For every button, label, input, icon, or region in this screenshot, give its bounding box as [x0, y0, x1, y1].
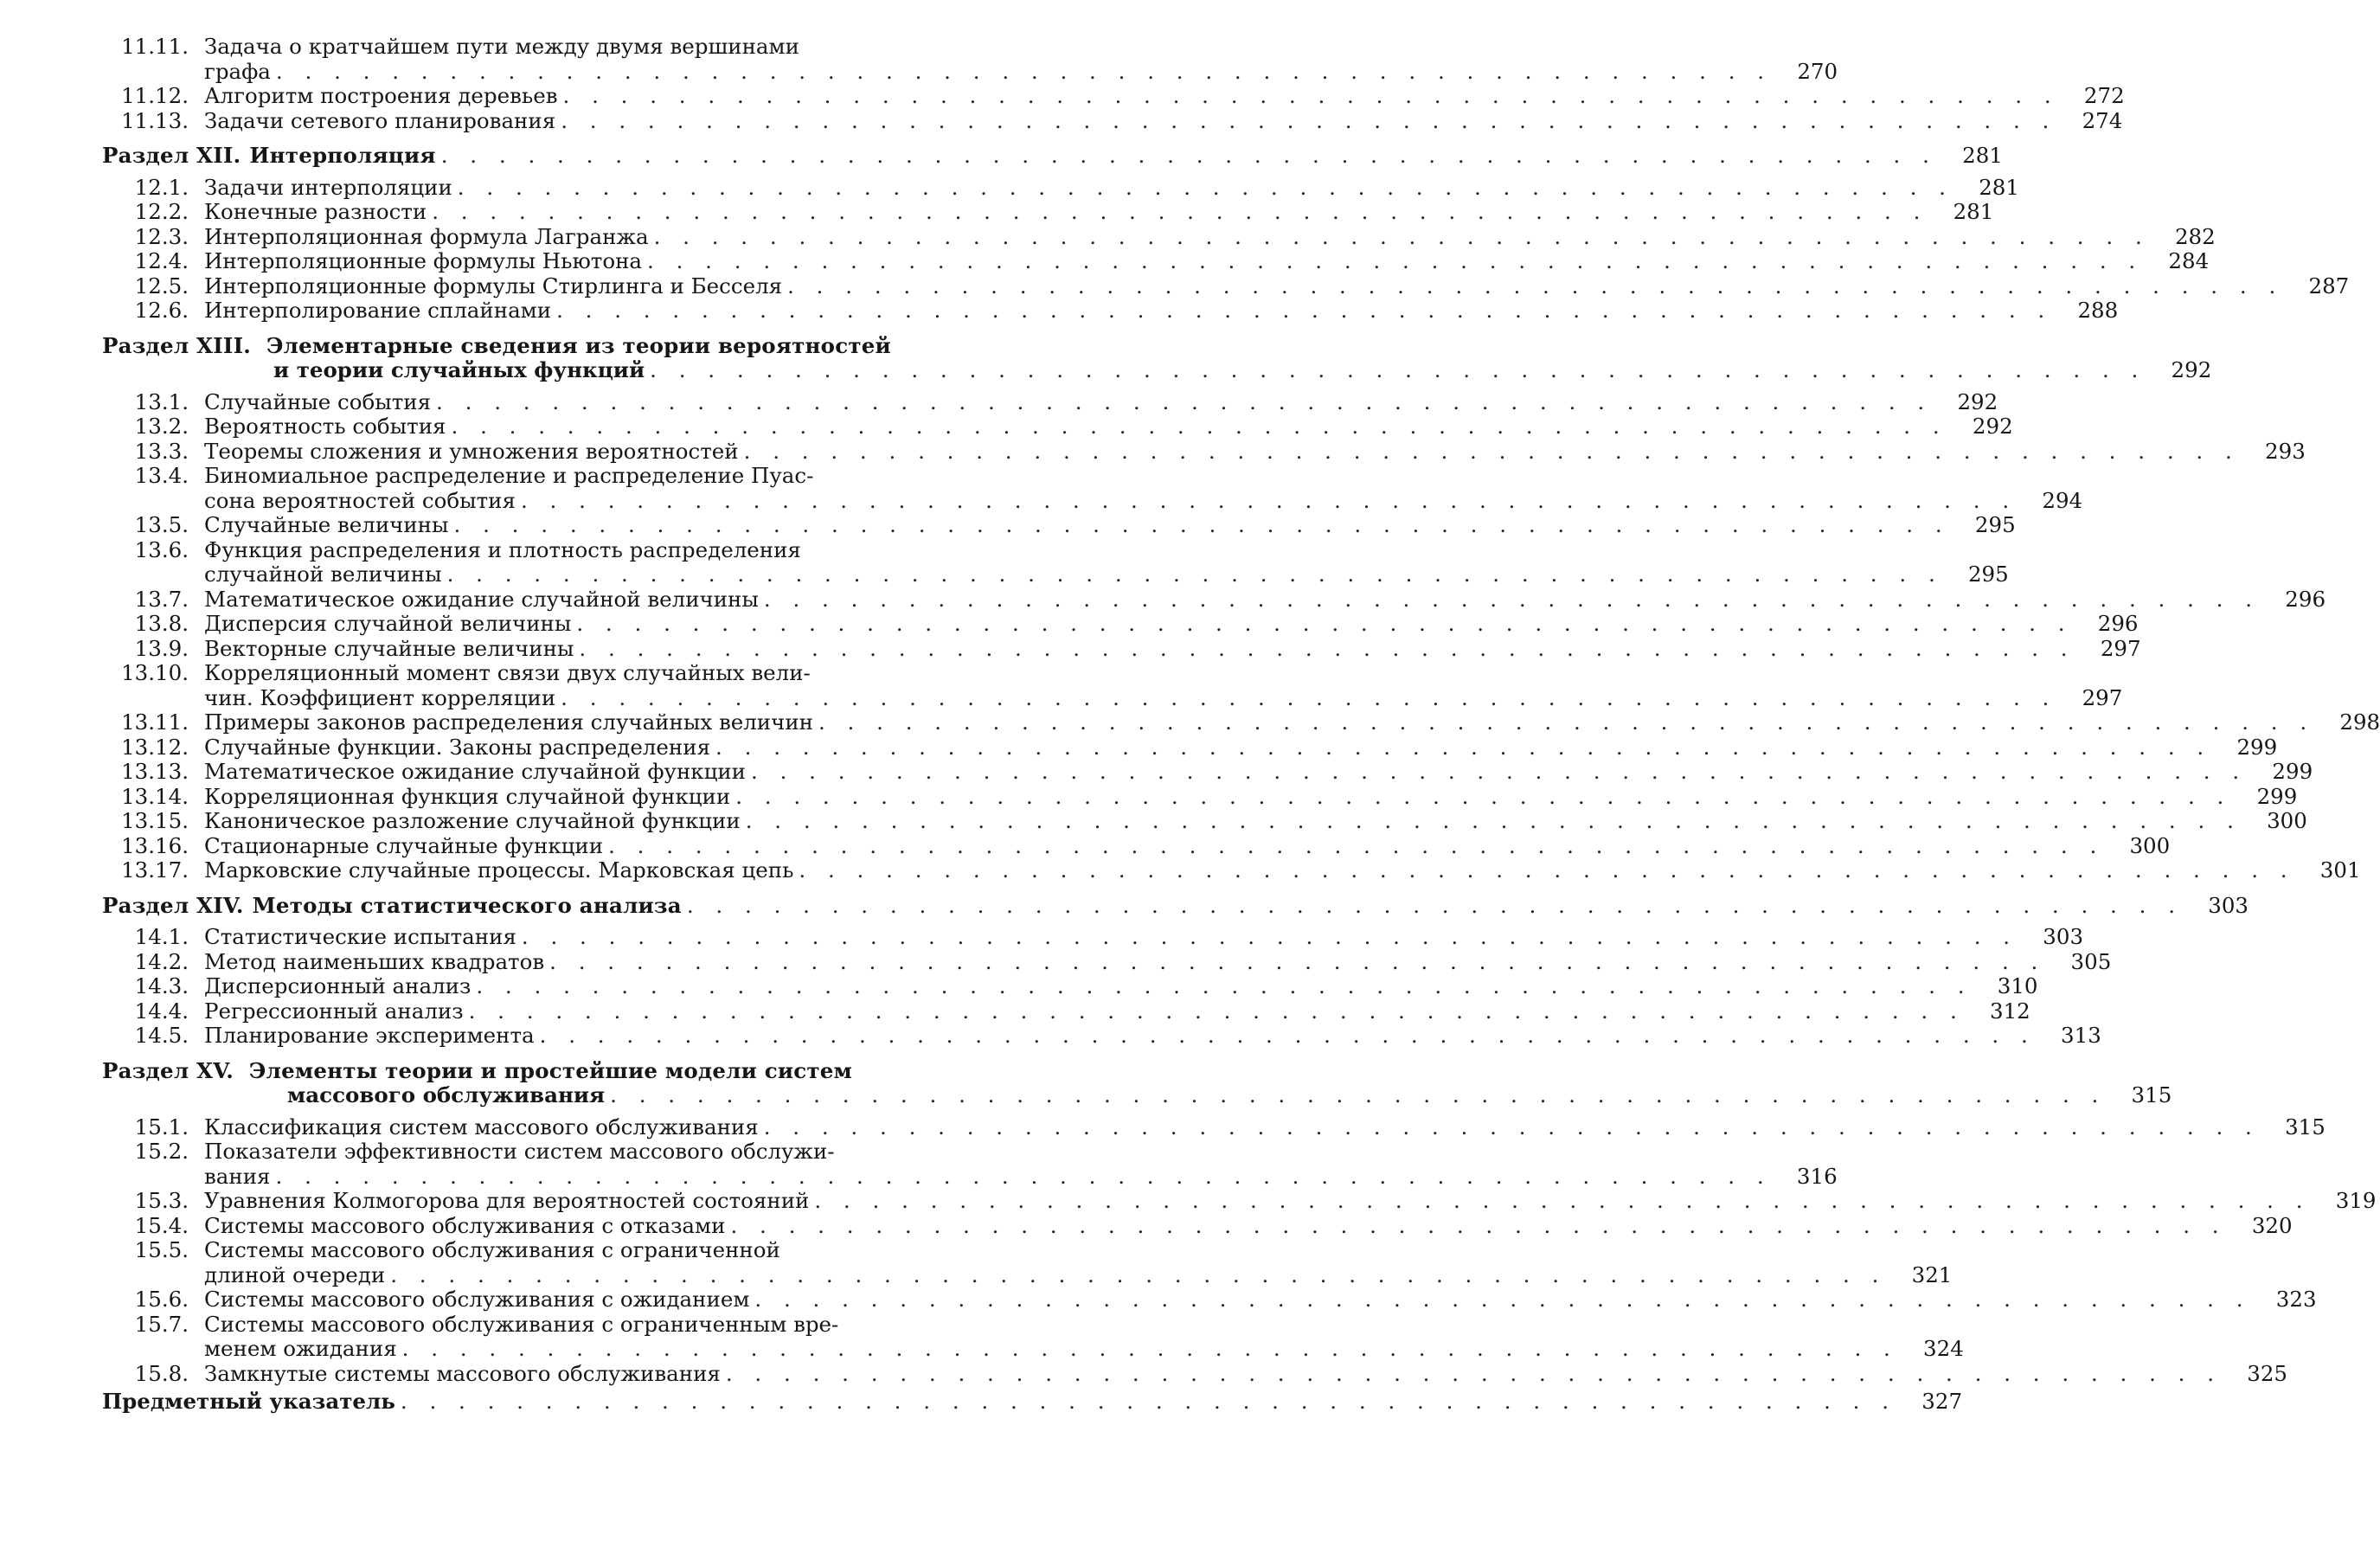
dot-leader: [561, 686, 2056, 711]
toc-entry-title: Интерполирование сплайнами: [204, 298, 552, 323]
dot-leader: [563, 84, 2059, 109]
toc-page-number: 299: [2236, 734, 2278, 760]
toc-entry[interactable]: [102, 1188, 2377, 1214]
toc-entry-title: Случайные события: [204, 388, 432, 414]
toc-entry[interactable]: [102, 973, 2038, 999]
toc-page-number: 270: [1797, 58, 1838, 84]
dot-leader: [276, 60, 1772, 85]
toc-entry-title: Предметный указатель: [102, 1389, 395, 1414]
toc-entry-number: 13.15.: [121, 808, 189, 833]
toc-entry[interactable]: [102, 298, 2119, 324]
toc-page-number: 272: [2083, 83, 2125, 108]
toc-entry-title: Задачи интерполяции: [204, 174, 452, 200]
toc-entry[interactable]: [102, 438, 2306, 465]
toc-page-number: 281: [1979, 174, 2019, 200]
toc-page-number: 313: [2061, 1023, 2101, 1048]
toc-entry-continuation[interactable]: [102, 1336, 1964, 1362]
toc-entry[interactable]: [102, 174, 2019, 201]
toc-entry[interactable]: [102, 661, 933, 686]
toc-entry-number: 13.5.: [134, 512, 189, 537]
toc-entry-title: Системы массового обслуживания с ожиданием: [204, 1287, 750, 1312]
toc-entry-number: 14.1.: [134, 924, 189, 949]
dot-leader: [402, 1337, 1898, 1362]
toc-entry-number: 13.1.: [134, 388, 189, 414]
toc-entry-title: Стационарные случайные функции: [204, 832, 604, 858]
toc-entry-number: 14.5.: [134, 1023, 189, 1048]
dot-leader: [522, 925, 2018, 950]
section-heading-continuation[interactable]: [102, 1082, 2172, 1108]
section-heading-continuation[interactable]: [102, 357, 2212, 383]
toc-entry-continuation[interactable]: [102, 487, 2083, 514]
dot-leader: [476, 974, 1972, 999]
toc-entry-number: 12.3.: [134, 223, 189, 249]
toc-entry[interactable]: [102, 35, 933, 60]
toc-entry-title: Дисперсионный анализ: [204, 973, 472, 998]
toc-entry-title: Показатели эффективности систем массового обслужи-: [204, 1139, 835, 1164]
toc-entry[interactable]: [102, 1023, 2101, 1049]
toc-entry-title: Вероятность события: [204, 414, 446, 439]
section-heading[interactable]: [102, 892, 2248, 919]
toc-entry[interactable]: [102, 635, 2141, 662]
toc-entry-number: 11.12.: [121, 83, 189, 108]
dot-leader: [454, 513, 1950, 538]
toc-entry-title: графа: [204, 58, 271, 84]
section-heading[interactable]: [102, 143, 2003, 169]
toc-page-number: 293: [2265, 438, 2306, 464]
toc-page-number: 315: [2285, 1114, 2325, 1140]
toc-page-number: 284: [2168, 248, 2210, 273]
toc-page-number: 296: [2285, 586, 2326, 612]
toc-entry[interactable]: [102, 832, 2171, 859]
toc-entry-title: Системы массового обслуживания с отказами: [204, 1212, 726, 1238]
dot-leader: [576, 612, 2072, 637]
dot-leader: [540, 1024, 2036, 1049]
dot-leader: [441, 144, 1937, 169]
toc-entry-number: 13.4.: [134, 463, 189, 488]
toc-page-number: 301: [2319, 857, 2361, 883]
toc-entry-number: 13.17.: [121, 857, 189, 883]
toc-entry-number: 12.5.: [134, 273, 189, 299]
toc-page-number: 292: [1957, 388, 1998, 414]
toc-entry[interactable]: [102, 1114, 2325, 1140]
toc-entry-title: Биномиальное распределение и распределение Пуас-: [204, 463, 814, 488]
toc-entry-title: Статистические испытания: [204, 924, 516, 949]
toc-page-number: 297: [2100, 635, 2141, 661]
dot-leader: [610, 1083, 2106, 1108]
toc-entry-title: Корреляционный момент связи двух случайных вели-: [204, 660, 811, 685]
section-heading[interactable]: [102, 1059, 933, 1084]
toc-page-number: 310: [1997, 973, 2038, 998]
dot-leader: [799, 858, 2294, 883]
toc-page-number: 303: [2208, 892, 2248, 918]
toc-page-number: 316: [1796, 1163, 1838, 1189]
toc-entry-title: Теоремы сложения и умножения вероятностей: [204, 438, 739, 464]
toc-page-number: 274: [2082, 107, 2123, 133]
dot-leader: [744, 440, 2240, 465]
dot-leader: [726, 1362, 2222, 1387]
toc-entry-number: 15.2.: [134, 1139, 189, 1164]
dot-leader: [735, 785, 2231, 810]
dot-leader: [814, 1189, 2310, 1214]
toc-page-number: 300: [2267, 808, 2307, 833]
toc-page-number: 297: [2082, 684, 2123, 710]
toc-page-number: 312: [1990, 998, 2030, 1024]
toc-entry[interactable]: [102, 223, 2216, 250]
dot-leader: [730, 1214, 2226, 1239]
toc-entry-number: 13.6.: [134, 536, 189, 562]
dot-leader: [436, 390, 1932, 415]
toc-entry[interactable]: [102, 783, 2298, 810]
toc-entry-title: Регрессионный анализ: [204, 998, 464, 1024]
toc-entry-title: Математическое ожидание случайной величины: [204, 586, 759, 612]
toc-entry-number: 13.13.: [121, 759, 189, 784]
toc-entry[interactable]: [102, 388, 1998, 415]
toc-entry[interactable]: [102, 1360, 2288, 1387]
dot-leader: [787, 274, 2283, 299]
toc-entry-title: Корреляционная функция случайной функции: [204, 783, 731, 809]
toc-entry[interactable]: [102, 611, 2139, 637]
toc-page-number: 292: [1972, 414, 2013, 439]
toc-entry[interactable]: [102, 734, 2278, 761]
dot-leader: [452, 414, 1947, 440]
section-title: и теории случайных функций: [273, 357, 645, 382]
toc-entry[interactable]: [102, 948, 2112, 975]
toc-page-number: 294: [2042, 487, 2083, 513]
section-label: Раздел XII.: [102, 143, 241, 168]
toc-page-number: 292: [2171, 357, 2212, 382]
toc-entry[interactable]: [102, 1238, 933, 1263]
toc-entry[interactable]: [102, 1140, 933, 1165]
toc-page-number: 327: [1921, 1389, 1963, 1414]
section-title: Интерполяция: [249, 143, 436, 168]
dot-leader: [754, 1287, 2250, 1313]
toc-entry-number: 13.8.: [134, 611, 189, 636]
toc-entry-title: Задача о кратчайшем пути между двумя вершинами: [204, 34, 799, 59]
toc-page-number: 321: [1911, 1261, 1953, 1287]
toc-entry-title: Системы массового обслуживания с ограниченным вре-: [204, 1311, 839, 1337]
toc-entry-number: 11.13.: [121, 107, 189, 133]
toc-page-number: 295: [1967, 562, 2009, 587]
toc-entry-title: длиной очереди: [204, 1261, 386, 1287]
toc-entry[interactable]: [102, 1212, 2293, 1239]
toc-entry-number: 13.11.: [121, 709, 189, 735]
dot-leader: [401, 1390, 1896, 1415]
toc-page-number: 282: [2174, 223, 2216, 249]
toc-entry[interactable]: [102, 759, 2313, 785]
toc-page-number: 295: [1974, 512, 2016, 537]
toc-page-number: 296: [2097, 611, 2139, 636]
section-label: Раздел XIV.: [102, 892, 244, 918]
toc-entry-title: Случайные функции. Законы распределения: [204, 734, 711, 760]
dot-leader: [521, 489, 2017, 514]
dot-leader: [715, 735, 2211, 761]
section-title: массового обслуживания: [287, 1082, 606, 1107]
toc-page-number: 324: [1923, 1336, 1964, 1361]
dot-leader: [390, 1263, 1886, 1288]
toc-entry[interactable]: [102, 1287, 2317, 1313]
toc-entry-title: Интерполяционные формулы Ньютона: [204, 248, 643, 273]
toc-page-number: 300: [2129, 832, 2171, 858]
toc-page-number: 305: [2070, 948, 2112, 974]
dot-leader: [764, 587, 2260, 613]
toc-entry-title: Марковские случайные процессы. Марковская цепь: [204, 857, 794, 883]
toc-entry-title: Интерполяционная формула Лагранжа: [204, 223, 649, 249]
dot-leader: [549, 950, 2045, 975]
toc-entry-number: 13.16.: [121, 832, 189, 858]
toc-page-number: 323: [2275, 1287, 2317, 1312]
dot-leader: [764, 1115, 2260, 1140]
toc-entry-title: Дисперсия случайной величины: [204, 611, 572, 636]
toc-entry-title: Конечные разности: [204, 199, 427, 224]
toc-entry-title: Задачи сетевого планирования: [204, 107, 556, 133]
dot-leader: [650, 358, 2146, 383]
section-label: Раздел XIII.: [102, 332, 251, 358]
section-title: Элементы теории и простейшие модели систем: [248, 1057, 853, 1083]
toc-entry-number: 13.10.: [121, 660, 189, 685]
toc-entry[interactable]: [102, 538, 933, 563]
toc-entry[interactable]: [102, 512, 2016, 538]
dot-leader: [687, 894, 2183, 919]
dot-leader: [469, 999, 1965, 1024]
toc-page-number: 281: [1962, 143, 2003, 168]
toc-entry[interactable]: [102, 924, 2084, 950]
toc-entry-number: 15.8.: [134, 1360, 189, 1386]
toc-entry-title: сона вероятностей события: [204, 487, 516, 513]
toc-page-number: 299: [2256, 783, 2298, 809]
section-heading[interactable]: [102, 334, 933, 359]
toc-entry-number: 12.4.: [134, 248, 189, 273]
toc-page-number: 288: [2077, 298, 2119, 323]
toc-entry-title: Метод наименьших квадратов: [204, 948, 545, 974]
table-of-contents: [102, 34, 2380, 1415]
dot-leader: [654, 225, 2150, 250]
dot-leader: [818, 710, 2314, 735]
toc-entry-title: Замкнутые системы массового обслуживания: [204, 1360, 721, 1386]
toc-entry-number: 13.3.: [134, 438, 189, 464]
toc-entry[interactable]: [102, 273, 2350, 299]
dot-leader: [561, 109, 2056, 134]
toc-entry-number: 15.5.: [134, 1237, 189, 1262]
toc-page-number: 319: [2335, 1188, 2377, 1213]
toc-entry-number: 15.3.: [134, 1188, 189, 1213]
toc-page-number: 325: [2247, 1360, 2288, 1386]
dot-leader: [458, 176, 1953, 201]
dot-leader: [447, 562, 1943, 587]
toc-entry-title: Системы массового обслуживания с ограниченной: [204, 1237, 780, 1262]
toc-entry[interactable]: [102, 464, 933, 489]
toc-entry-number: 15.7.: [134, 1311, 189, 1337]
dot-leader: [579, 637, 2075, 662]
dot-leader: [647, 249, 2143, 274]
dot-leader: [746, 809, 2242, 834]
toc-entry-continuation[interactable]: [102, 1163, 1838, 1190]
toc-entry-title: Случайные величины: [204, 512, 449, 537]
toc-entry-title: Уравнения Колмогорова для вероятностей состояний: [204, 1188, 810, 1213]
toc-entry-continuation[interactable]: [102, 562, 2009, 587]
dot-leader: [276, 1165, 1772, 1190]
section-label: Раздел XV.: [102, 1057, 234, 1083]
toc-entry-number: 12.2.: [134, 199, 189, 224]
toc-entry-title: Каноническое разложение случайной функции: [204, 808, 741, 833]
toc-entry[interactable]: [102, 83, 2125, 109]
toc-entry-title: чин. Коэффициент корреляции: [204, 684, 556, 710]
toc-page-number: 287: [2308, 273, 2350, 299]
toc-entry-number: 13.2.: [134, 414, 189, 439]
toc-entry-number: 15.6.: [134, 1287, 189, 1312]
toc-entry-title: Планирование эксперимента: [204, 1023, 535, 1048]
toc-entry[interactable]: [102, 107, 2123, 134]
toc-entry[interactable]: [102, 586, 2326, 613]
toc-entry-title: случайной величины: [204, 562, 442, 587]
toc-page-number: 320: [2251, 1212, 2293, 1238]
toc-entry[interactable]: [102, 248, 2210, 274]
toc-entry-number: 13.7.: [134, 586, 189, 612]
toc-page-number: 299: [2272, 759, 2313, 784]
toc-entry-number: 14.4.: [134, 998, 189, 1024]
toc-entry-number: 11.11.: [121, 34, 189, 59]
toc-entry-number: 14.3.: [134, 973, 189, 998]
toc-entry[interactable]: [102, 857, 2361, 883]
dot-leader: [608, 834, 2104, 859]
toc-entry-continuation[interactable]: [102, 684, 2123, 711]
section-title: Элементарные сведения из теории вероятностей: [266, 332, 891, 358]
toc-entry-number: 14.2.: [134, 948, 189, 974]
dot-leader: [556, 299, 2052, 324]
toc-page-number: 315: [2131, 1082, 2172, 1107]
toc-entry-title: Векторные случайные величины: [204, 635, 574, 661]
toc-entry-title: Интерполяционные формулы Стирлинга и Бесселя: [204, 273, 783, 299]
toc-page-number: 303: [2043, 924, 2084, 949]
toc-entry-continuation[interactable]: [102, 58, 1838, 85]
toc-entry-title: Функция распределения и плотность распределения: [204, 536, 801, 562]
toc-entry-title: Примеры законов распределения случайных величин: [204, 709, 813, 735]
toc-entry[interactable]: [102, 808, 2307, 834]
toc-entry-number: 13.12.: [121, 734, 189, 760]
toc-entry[interactable]: [102, 414, 2013, 440]
toc-entry-title: Алгоритм построения деревьев: [204, 83, 558, 108]
toc-entry-number: 15.4.: [134, 1212, 189, 1238]
section-title: Методы статистического анализа: [252, 892, 682, 918]
toc-entry[interactable]: [102, 709, 2380, 735]
toc-entry[interactable]: [102, 1313, 933, 1338]
toc-entry-number: 13.9.: [134, 635, 189, 661]
toc-entry-title: Математическое ожидание случайной функции: [204, 759, 746, 784]
toc-entry-number: 15.1.: [134, 1114, 189, 1140]
toc-entry-number: 12.1.: [134, 174, 189, 200]
toc-entry-number: 13.14.: [121, 783, 189, 809]
toc-page-number: 298: [2339, 709, 2380, 735]
subject-index-entry[interactable]: [102, 1389, 1963, 1415]
toc-entry[interactable]: [102, 199, 1994, 225]
toc-entry-number: 12.6.: [134, 298, 189, 323]
toc-entry-title: Классификация систем массового обслуживания: [204, 1114, 759, 1140]
toc-entry[interactable]: [102, 998, 2030, 1024]
toc-entry-continuation[interactable]: [102, 1261, 1953, 1288]
toc-page-number: 281: [1953, 199, 1994, 224]
toc-entry-title: вания: [204, 1163, 271, 1189]
dot-leader: [751, 760, 2247, 785]
toc-entry-title: менем ожидания: [204, 1336, 397, 1361]
dot-leader: [432, 200, 1928, 225]
